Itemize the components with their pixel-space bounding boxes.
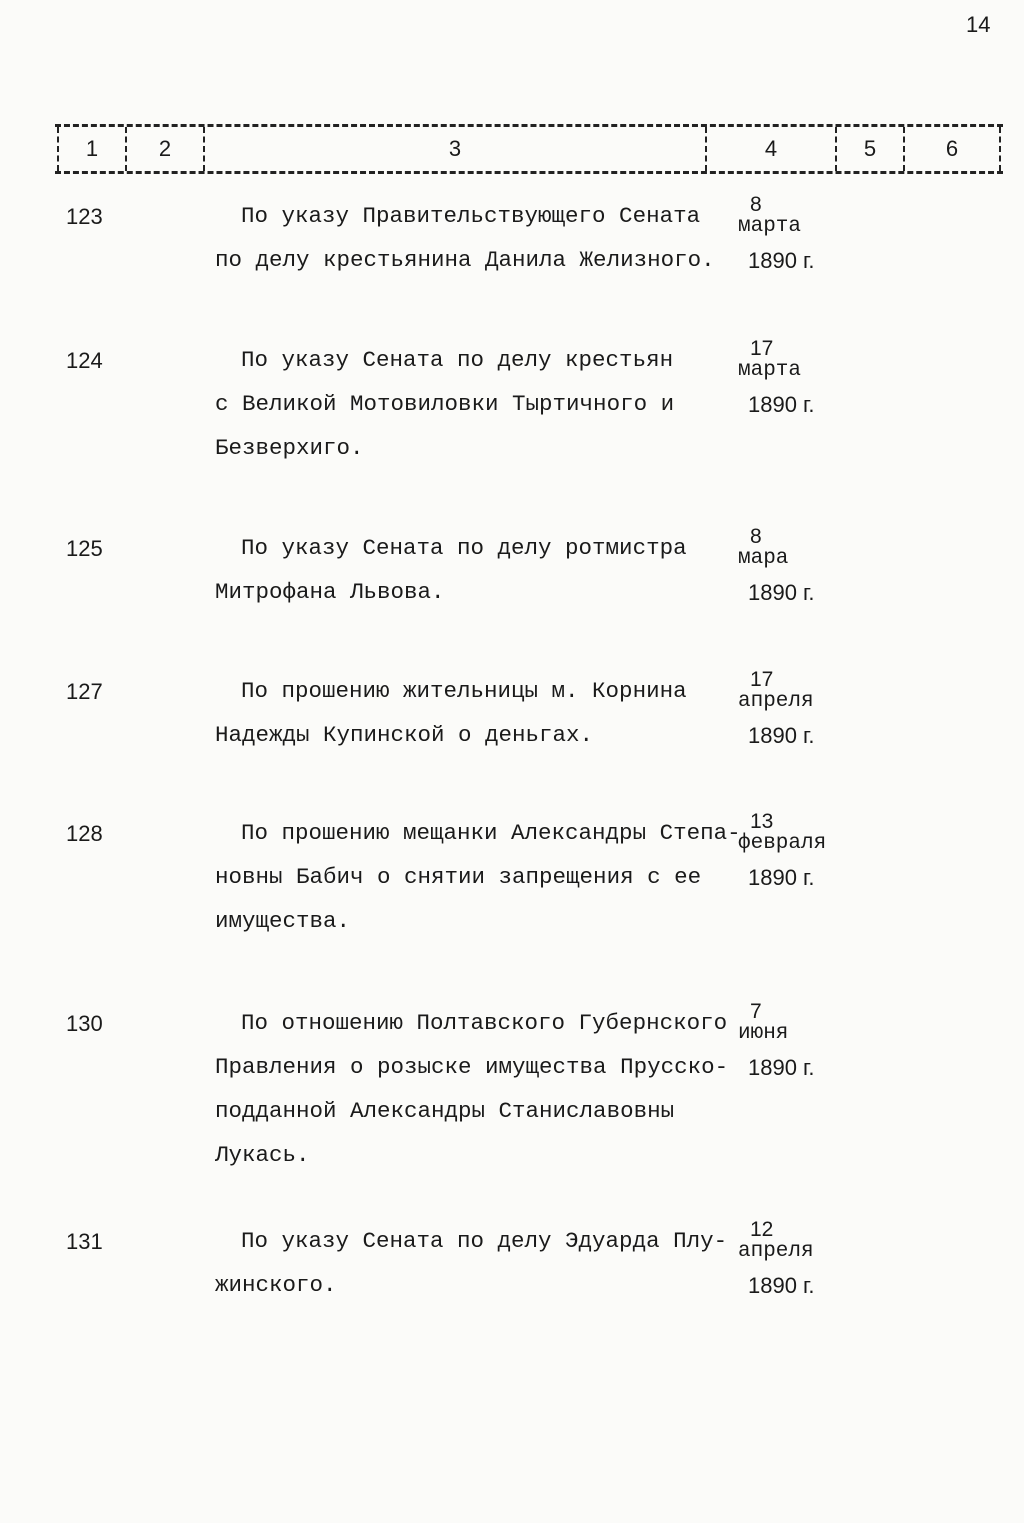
description-line: По отношению Полтавского Губернского: [241, 1010, 728, 1036]
description-line: подданной Александры Станиславовны: [215, 1098, 675, 1124]
description-line: имущества.: [215, 908, 351, 934]
entry-description: [215, 338, 674, 470]
date-day: 17: [750, 337, 774, 360]
description-line: По указу Сената по делу Эдуарда Плу-: [241, 1228, 728, 1254]
description-line: По прошению жительницы м. Корнина: [241, 678, 687, 704]
date-day: 17: [750, 668, 774, 691]
description-line: По указу Правительствующего Сената: [241, 203, 701, 229]
date-year: 1890 г.: [748, 1273, 815, 1298]
date-day: 12: [750, 1218, 774, 1241]
date-year: 1890 г.: [748, 723, 815, 748]
entry-date: [738, 669, 815, 747]
entry-description: [215, 811, 741, 943]
date-day: 7: [750, 1000, 762, 1023]
date-month: марта: [738, 359, 802, 382]
entry-number: 127: [66, 679, 103, 704]
column-header-6: 6: [903, 127, 1001, 171]
date-year: 1890 г.: [748, 1055, 815, 1080]
date-month: марта: [738, 215, 802, 238]
description-line: новны Бабич о снятии запрещения с ее: [215, 864, 702, 890]
entry-date: [738, 1219, 815, 1297]
description-line: По указу Сената по делу ротмистра: [241, 535, 687, 561]
date-year: 1890 г.: [748, 248, 815, 273]
entry-date: [738, 1001, 815, 1079]
page-number: 14: [966, 12, 991, 37]
date-month: февраля: [738, 832, 827, 855]
entry-number: 130: [66, 1011, 103, 1036]
entry-number: 125: [66, 536, 103, 561]
entry-date: [738, 526, 815, 604]
entry-description: [215, 1219, 727, 1307]
entry-number: 128: [66, 821, 103, 846]
description-line: по делу крестьянина Данила Желизного.: [215, 247, 715, 273]
date-day: 13: [750, 810, 774, 833]
entry-number: 124: [66, 348, 103, 373]
column-header-row: [55, 124, 1003, 174]
description-line: Лукась.: [215, 1142, 310, 1168]
description-line: Митрофана Львова.: [215, 579, 445, 605]
description-line: По прошению мещанки Александры Степа-: [241, 820, 741, 846]
description-line: По указу Сената по делу крестьян: [241, 347, 674, 373]
date-year: 1890 г.: [748, 865, 815, 890]
entry-date: [738, 811, 826, 889]
entry-description: [215, 194, 715, 282]
date-month: апреля: [738, 690, 814, 713]
entry-date: [738, 338, 815, 416]
entry-description: [215, 669, 687, 757]
column-header-3: 3: [203, 127, 705, 171]
description-line: Правления о розыске имущества Прусско-: [215, 1054, 729, 1080]
description-line: Безверхиго.: [215, 435, 364, 461]
description-line: Надежды Купинской о деньгах.: [215, 722, 594, 748]
column-header-5: 5: [835, 127, 903, 171]
column-header-4: 4: [705, 127, 835, 171]
date-day: 8: [750, 525, 762, 548]
date-year: 1890 г.: [748, 392, 815, 417]
entry-number: 131: [66, 1229, 103, 1254]
date-day: 8: [750, 193, 762, 216]
entry-description: [215, 526, 687, 614]
entry-number: 123: [66, 204, 103, 229]
entry-date: [738, 194, 815, 272]
entry-description: [215, 1001, 728, 1177]
date-month: мара: [738, 547, 789, 570]
date-year: 1890 г.: [748, 580, 815, 605]
description-line: жинского.: [215, 1272, 337, 1298]
column-header-2: 2: [125, 127, 203, 171]
description-line: с Великой Мотовиловки Тыртичного и: [215, 391, 675, 417]
date-month: июня: [738, 1022, 789, 1045]
column-header-1: 1: [57, 127, 125, 171]
date-month: апреля: [738, 1240, 814, 1263]
